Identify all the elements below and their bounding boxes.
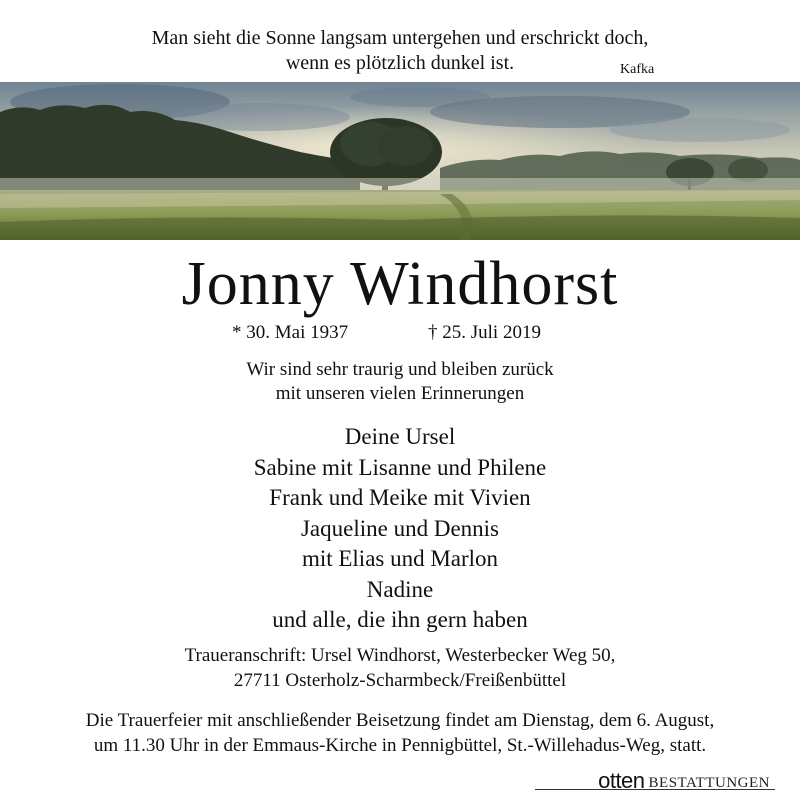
address-line-2: 27711 Osterholz-Scharmbeck/Freißenbüttel [233,670,567,691]
family-member: mit Elias und Marlon [301,546,499,571]
family-member: Frank und Meike mit Vivien [269,485,531,510]
grief-line-1: Wir sind sehr traurig und bleiben zurück [246,359,554,380]
death-date: † 25. Juli 2019 [428,322,541,343]
service-line-2: um 11.30 Uhr in der Emmaus-Kirche in Pennigbüttel, St.-Willehadus-Weg, statt. [93,735,707,756]
quote [0,26,800,76]
quote-line-1: Man sieht die Sonne langsam untergehen und erschrickt doch, [151,27,649,49]
family-member: Jaqueline und Dennis [300,515,499,541]
quote-author: Kafka [620,62,655,77]
birth-date: * 30. Mai 1937 [232,322,349,343]
family-list [0,422,800,636]
grief-text [0,358,800,406]
family-member: und alle, die ihn gern haben [272,607,528,632]
address-line-1: Traueranschrift: Ursel Windhorst, Westerbecker Weg 50, [184,645,616,666]
logo-wordmark: otten [598,768,645,793]
grief-line-2: mit unseren vielen Erinnerungen [275,383,525,404]
family-member: Deine Ursel [344,424,456,449]
mourning-address [0,643,800,693]
quote-line-2: wenn es plötzlich dunkel ist. [285,52,515,74]
funeral-service-info [0,708,800,758]
logo-label: BESTATTUNGEN [648,775,770,791]
family-member: Nadine [366,576,434,602]
service-line-1: Die Trauerfeier mit anschließender Beisetzung findet am Dienstag, dem 6. August, [85,710,715,731]
landscape-banner-image [0,82,800,240]
funeral-home-logo [598,768,770,792]
deceased-name: Jonny Windhorst [181,250,619,318]
family-member: Sabine mit Lisanne und Philene [253,454,547,480]
